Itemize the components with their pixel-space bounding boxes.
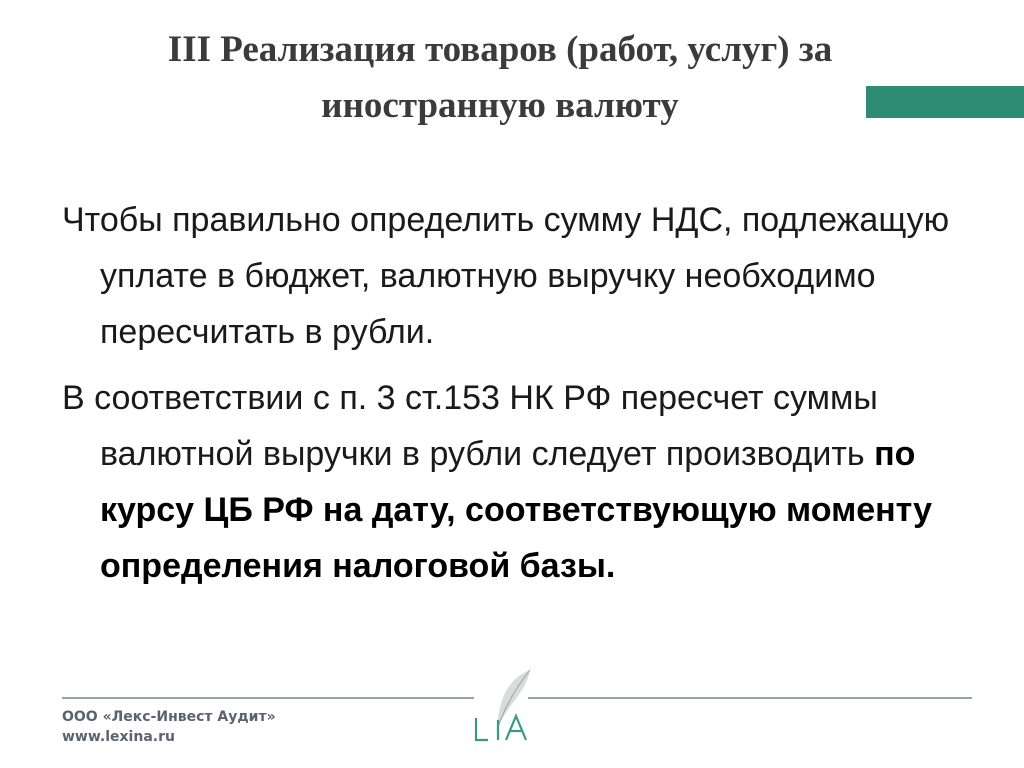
slide-body [62, 192, 982, 594]
paragraph-1 [62, 192, 982, 360]
slide-title: III Реализация товаров (работ, услуг) за иностранную валюту [167, 29, 833, 126]
footer-divider-left [62, 697, 474, 699]
footer-company-name: ООО «Лекс-Инвест Аудит» [62, 709, 276, 725]
paragraph-2 [62, 370, 982, 594]
footer-divider-right [528, 697, 972, 699]
paragraph-1-text: Чтобы правильно определить сумму НДС, подлежащую уплате в бюджет, валютную выручку необходимо пересчитать в рубли. [62, 201, 950, 351]
lia-feather-logo-icon [470, 668, 540, 744]
paragraph-2-text: В соответствии с п. 3 ст.153 НК РФ пересчет суммы валютной выручки в рубли следует производить [62, 379, 878, 473]
footer-website-link[interactable]: www.lexina.ru [62, 729, 175, 745]
paragraph-2-bold-text: по курсу ЦБ РФ на дату, соответствующую моменту определения налоговой базы. [100, 435, 933, 585]
accent-bar [866, 86, 1024, 118]
